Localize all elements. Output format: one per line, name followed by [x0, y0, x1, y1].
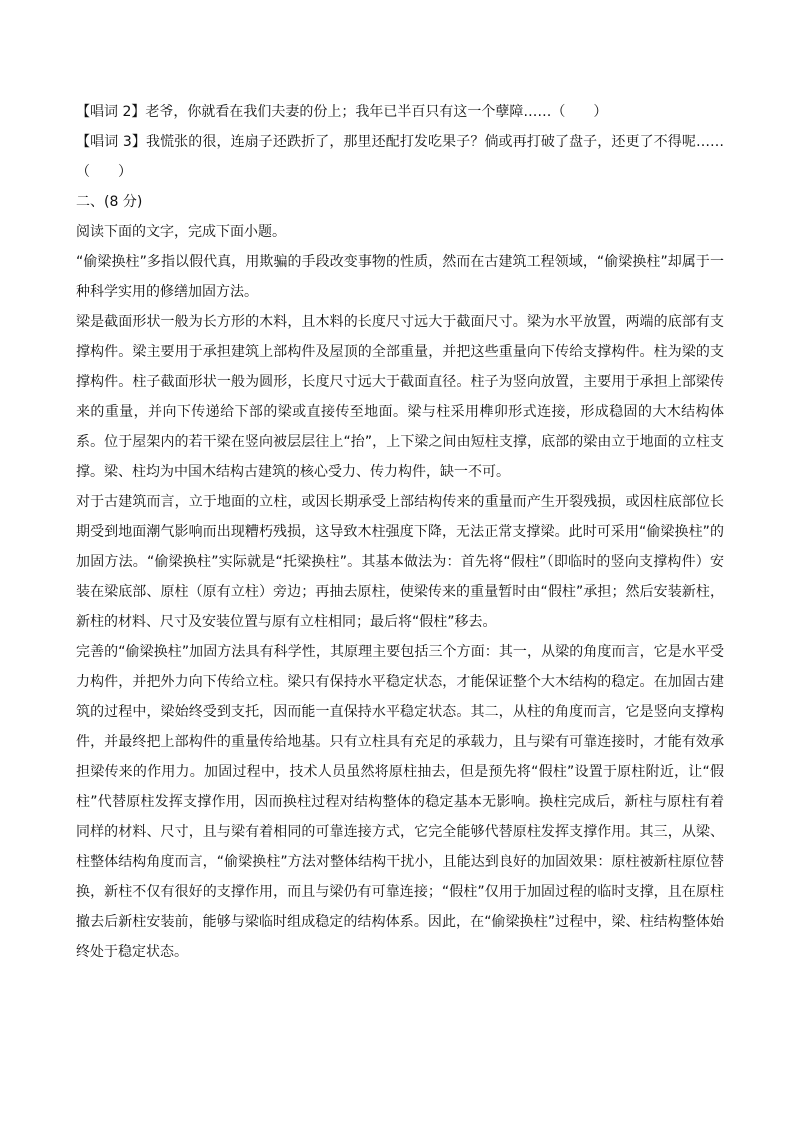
- article-paragraph-1: “偷梁换柱”多指以假代真，用欺骗的手段改变事物的性质，然而在古建筑工程领域，“偷梁换柱”却属于一种科学实用的修缮加固方法。: [76, 254, 724, 300]
- lyric-3-item: 【唱词 3】我慌张的很，连扇子还跌折了，那里还配打发吃果子？倘或再打破了盘子，还更了不得呢……（ ）: [76, 134, 724, 180]
- reading-instruction: 阅读下面的文字，完成下面小题。: [76, 224, 286, 240]
- article-paragraph-2: 梁是截面形状一般为长方形的木料，且木料的长度尺寸远大于截面尺寸。梁为水平放置，两端的底部有支撑构件。梁主要用于承担建筑上部构件及屋顶的全部重量，并把这些重量向下传给支撑构件。柱为梁的支撑构件。柱子截面形状一般为圆形，长度尺寸远大于截面直径。柱子为竖向放置，主要用于承担上部梁传来的重量，并向下传递给下部的梁或直接传至地面。梁与柱采用榫卯形式连接，形成稳固的大木结构体系。位于屋架内的若干梁在竖向被层层往上“抬”，上下梁之间由短柱支撑，底部的梁由立于地面的立柱支撑。梁、柱均为中国木结构古建筑的核心受力、传力构件，缺一不可。: [76, 314, 724, 480]
- article-paragraph-4: 完善的“偷梁换柱”加固方法具有科学性，其原理主要包括三个方面：其一，从梁的角度而言，它是水平受力构件，并把外力向下传给立柱。梁只有保持水平稳定状态，才能保证整个大木结构的稳定。在加固古建筑的过程中，梁始终受到支托，因而能一直保持水平稳定状态。其二，从柱的角度而言，它是竖向支撑构件，并最终把上部构件的重量传给地基。只有立柱具有充足的承载力，且与梁有可靠连接时，才能有效承担梁传来的作用力。加固过程中，技术人员虽然将原柱抽去，但是预先将“假柱”设置于原柱附近，让“假柱”代替原柱发挥支撑作用，因而换柱过程对结构整体的稳定基本无影响。换柱完成后，新柱与原柱有着同样的材料、尺寸，且与梁有着相同的可靠连接方式，它完全能够代替原柱发挥支撑作用。其三，从梁、柱整体结构角度而言，“偷梁换柱”方法对整体结构干扰小，且能达到良好的加固效果：原柱被新柱原位替换，新柱不仅有很好的支撑作用，而且与梁仍有可靠连接；“假柱”仅用于加固过程的临时支撑，且在原柱撤去后新柱安装前，能够与梁临时组成稳定的结构体系。因此，在“偷梁换柱”过程中，梁、柱结构整体始终处于稳定状态。: [76, 644, 724, 960]
- document-body: [76, 97, 724, 967]
- section-heading: 二、(8 分): [76, 194, 143, 210]
- lyric-2-item: 【唱词 2】老爷，你就看在我们夫妻的份上；我年已半百只有这一个孽障……（ ）: [76, 104, 608, 120]
- article-paragraph-3: 对于古建筑而言，立于地面的立柱，或因长期承受上部结构传来的重量而产生开裂残损，或因柱底部位长期受到地面潮气影响而出现糟朽残损，这导致木柱强度下降，无法正常支撑梁。此时可采用“偷梁换柱”的加固方法。“偷梁换柱”实际就是“托梁换柱”。其基本做法为：首先将“假柱”（即临时的竖向支撑构件）安装在梁底部、原柱（原有立柱）旁边；再抽去原柱，使梁传来的重量暂时由“假柱”承担；然后安装新柱，新柱的材料、尺寸及安装位置与原有立柱相同；最后将“假柱”移去。: [76, 494, 724, 630]
